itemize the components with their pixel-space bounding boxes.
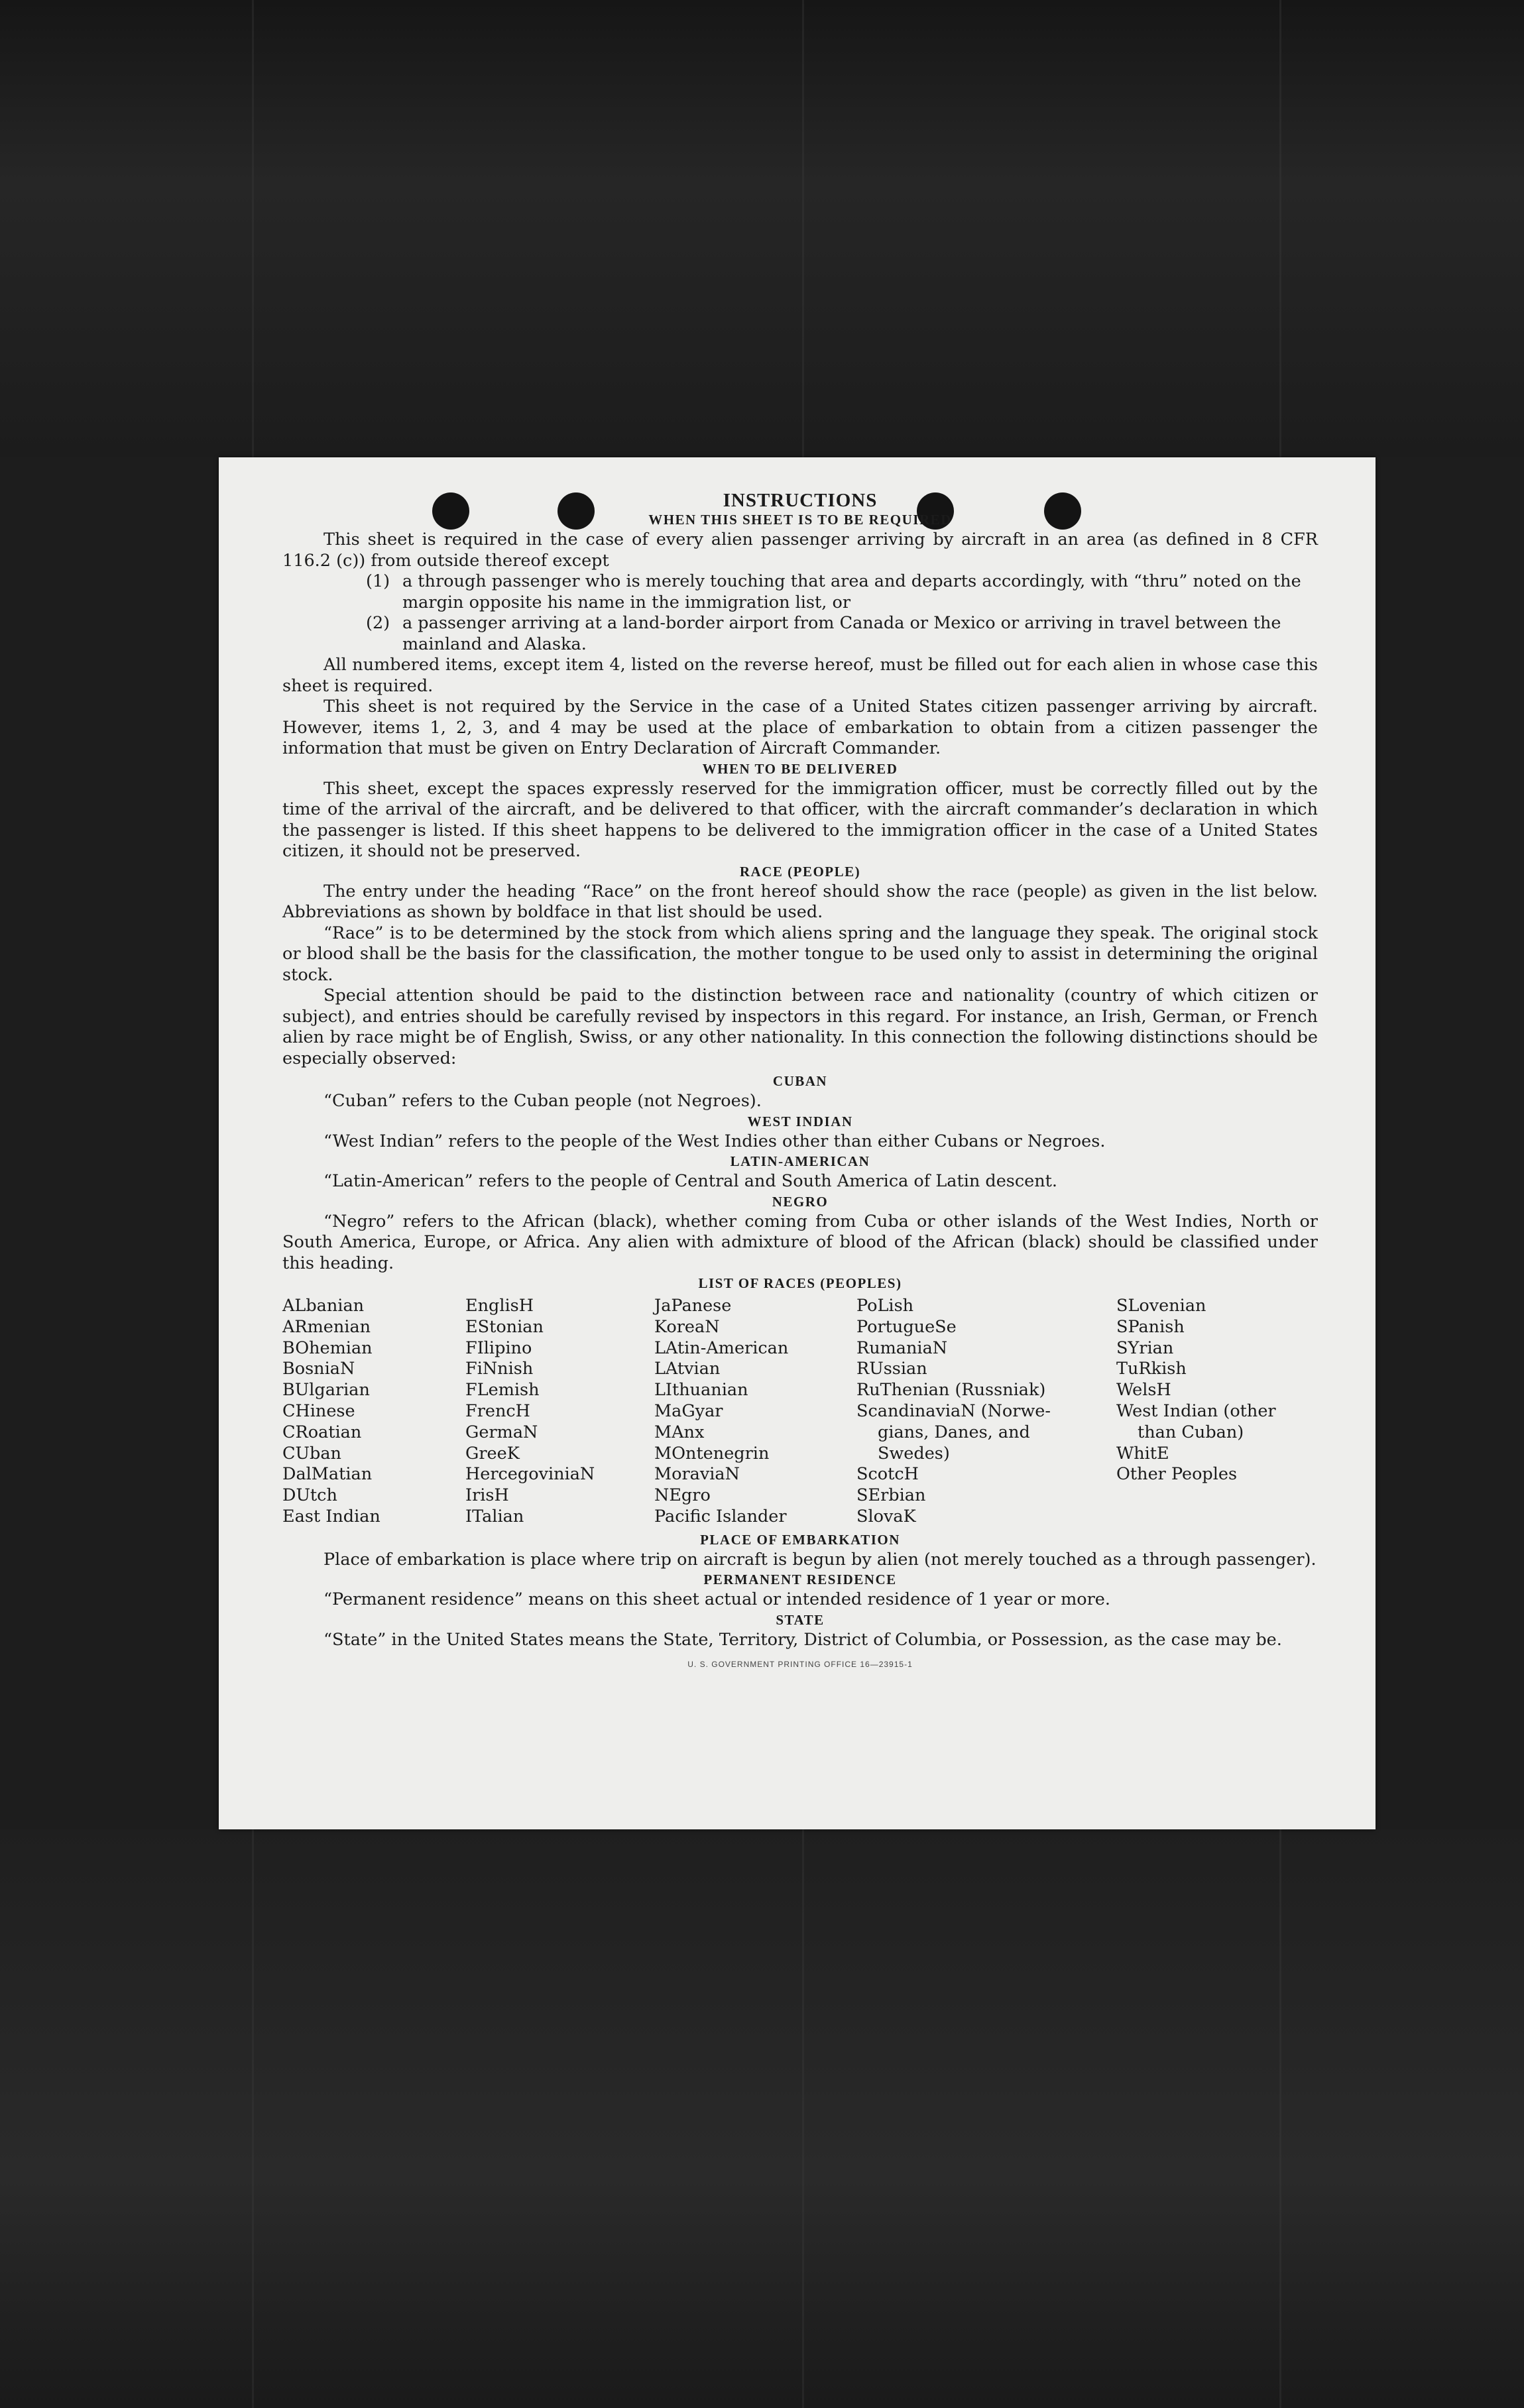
race-entry: West Indian (other [1116,1401,1276,1421]
race-column [282,1296,465,1528]
sheet-content [282,490,1318,1676]
race-entry: LIthuanian [654,1380,748,1401]
race-entry: MoraviaN [654,1464,740,1485]
race-entry: FrencH [465,1401,530,1421]
race-entry: RUssian [856,1359,927,1379]
race-entry: IrisH [465,1485,509,1506]
heading-embarkation: PLACE OF EMBARKATION [700,1531,900,1548]
race-entry: WhitE [1116,1443,1169,1463]
heading-list-of-races: LIST OF RACES (PEOPLES) [698,1275,902,1291]
heading-negro: NEGRO [772,1193,829,1210]
race-entry: Pacific Islander [654,1506,787,1526]
cuban-definition: “Cuban” refers to the Cuban people (not Negroes). [323,1091,762,1111]
race-entry: BOhemian [282,1338,373,1358]
printing-office-imprint: U. S. GOVERNMENT PRINTING OFFICE 16—23915-1 [687,1660,913,1670]
heading-when-delivered: WHEN TO BE DELIVERED [702,760,898,777]
race-entry: HercegoviniaN [465,1464,595,1485]
race-entry: MOntenegrin [654,1443,770,1463]
race-entry: ITalian [465,1506,524,1526]
race-entry: DUtch [282,1485,337,1506]
page-title: INSTRUCTIONS [723,490,878,511]
race-entry: GreeK [465,1443,520,1463]
exception-number: (2) [366,613,390,633]
instruction-sheet [219,457,1376,1829]
negro-definition: “Negro” refers to the African (black), whether coming from Cuba or other islands of the West Indies, North or South America, Europe, or Africa. Any alien with admixture of blood of the African (black) should be classified under this heading. [282,1211,1318,1273]
race-entry: SErbian [856,1485,926,1506]
race-entry: SPanish [1116,1316,1185,1337]
race-entry: BUlgarian [282,1380,370,1401]
exception-item [282,613,1318,655]
race-entry: MAnx [654,1422,705,1442]
race-entry: BosniaN [282,1359,355,1379]
race-entry: CHinese [282,1401,355,1421]
race-entry-continued: Swedes) [878,1443,950,1463]
race-paragraph-3: Special attention should be paid to the distinction between race and nationality (country of which citizen or subject), and entries should be carefully revised by inspectors in this regard. For instance, an Irish, German, or French alien by race might be of English, Swiss, or any other nationality. In this connection the following distinctions should be especially observed: [282,986,1318,1068]
race-column [654,1296,856,1528]
residence-definition: “Permanent residence” means on this sheet actual or intended residence of 1 year or more. [323,1589,1110,1610]
heading-state: STATE [776,1611,825,1628]
race-column [1116,1296,1318,1528]
race-entry: RumaniaN [856,1338,948,1358]
race-entry: SlovaK [856,1506,916,1526]
race-entry: CUban [282,1443,341,1463]
heading-latin-american: LATIN-AMERICAN [730,1153,870,1169]
race-entry: GermaN [465,1422,538,1442]
race-entry: EnglisH [465,1296,534,1316]
west-indian-definition: “West Indian” refers to the people of the West Indies other than either Cubans or Negroes. [323,1131,1106,1151]
race-entry: FiNnish [465,1359,534,1379]
race-column [856,1296,1116,1528]
film-background-bottom [0,1829,1524,2408]
race-entry: LAtin-American [654,1338,789,1358]
race-entry: TuRkish [1116,1359,1187,1379]
race-entry: SYrian [1116,1338,1174,1358]
state-definition: “State” in the United States means the State, Territory, District of Columbia, or Possession, as the case may be. [323,1629,1282,1650]
race-entry: East Indian [282,1506,381,1526]
heading-west-indian: WEST INDIAN [747,1113,853,1129]
race-entry-continued: gians, Danes, and [878,1422,1030,1442]
race-entry: SLovenian [1116,1296,1206,1316]
race-entry: JaPanese [654,1296,732,1316]
race-column [465,1296,654,1528]
heading-cuban: CUBAN [772,1073,828,1089]
heading-permanent-residence: PERMANENT RESIDENCE [703,1572,897,1588]
race-entry: NEgro [654,1485,711,1506]
race-entry: LAtvian [654,1359,721,1379]
race-entry: ALbanian [282,1296,365,1316]
heading-when-required: WHEN THIS SHEET IS TO BE REQUIRED [648,512,952,528]
exception-number: (1) [366,571,390,591]
race-entry: MaGyar [654,1401,723,1421]
intro-paragraph: This sheet is required in the case of every alien passenger arriving by aircraft in an area (as defined in 8 CFR 116.2 (c)) from outside thereof except [282,530,1318,571]
race-entry: EStonian [465,1316,544,1337]
race-entry: PoLish [856,1296,914,1316]
race-list [282,1296,1318,1528]
numbered-items-paragraph: All numbered items, except item 4, listed on the reverse hereof, must be filled out for each alien in whose case this sheet is required. [282,655,1318,696]
race-entry-continued: than Cuban) [1138,1422,1244,1442]
embarkation-definition: Place of embarkation is place where trip on aircraft is begun by alien (not merely touched as a through passenger). [323,1549,1317,1570]
race-entry: ScotcH [856,1464,919,1485]
race-entry: RuThenian (Russniak) [856,1380,1046,1401]
race-entry: DalMatian [282,1464,373,1485]
race-entry: Other Peoples [1116,1464,1238,1485]
citizen-paragraph: This sheet is not required by the Service in the case of a United States citizen passenger arriving by aircraft. However, items 1, 2, 3, and 4 may be used at the place of embarkation to obtain from a citizen passenger the information that must be given on Entry Declaration of Aircraft Commander. [282,697,1318,758]
delivery-paragraph: This sheet, except the spaces expressly reserved for the immigration officer, must be correctly filled out by the time of the arrival of the aircraft, and be delivered to that officer, with the aircraft commander’s declaration in which the passenger is listed. If this sheet happens to be delivered to the immigration officer in the case of a United States citizen, it should not be preserved. [282,778,1318,861]
race-entry: WelsH [1116,1380,1171,1401]
race-entry: FLemish [465,1380,540,1401]
race-entry: ScandinaviaN (Norwe- [856,1401,1051,1421]
race-entry: CRoatian [282,1422,362,1442]
race-entry: KoreaN [654,1316,720,1337]
film-background-top [0,0,1524,457]
race-entry: FIlipino [465,1338,532,1358]
exception-text: a through passenger who is merely touching that area and departs accordingly, with “thru” noted on the margin opposite his name in the immigration list, or [402,571,1301,612]
exception-text: a passenger arriving at a land-border airport from Canada or Mexico or arriving in travel between the mainland and Alaska. [402,613,1281,654]
heading-race: RACE (PEOPLE) [739,863,861,880]
race-entry: PortugueSe [856,1316,957,1337]
race-entry: ARmenian [282,1316,371,1337]
race-paragraph-1: The entry under the heading “Race” on the front hereof should show the race (people) as given in the list below. Abbreviations as shown by boldface in that list should be used. [282,881,1318,922]
exception-item [282,571,1318,613]
race-paragraph-2: “Race” is to be determined by the stock from which aliens spring and the language they speak. The original stock or blood shall be the basis for the classification, the mother tongue to be used only to assist in determining the original stock. [282,923,1318,985]
latin-american-definition: “Latin-American” refers to the people of Central and South America of Latin descent. [323,1171,1058,1191]
